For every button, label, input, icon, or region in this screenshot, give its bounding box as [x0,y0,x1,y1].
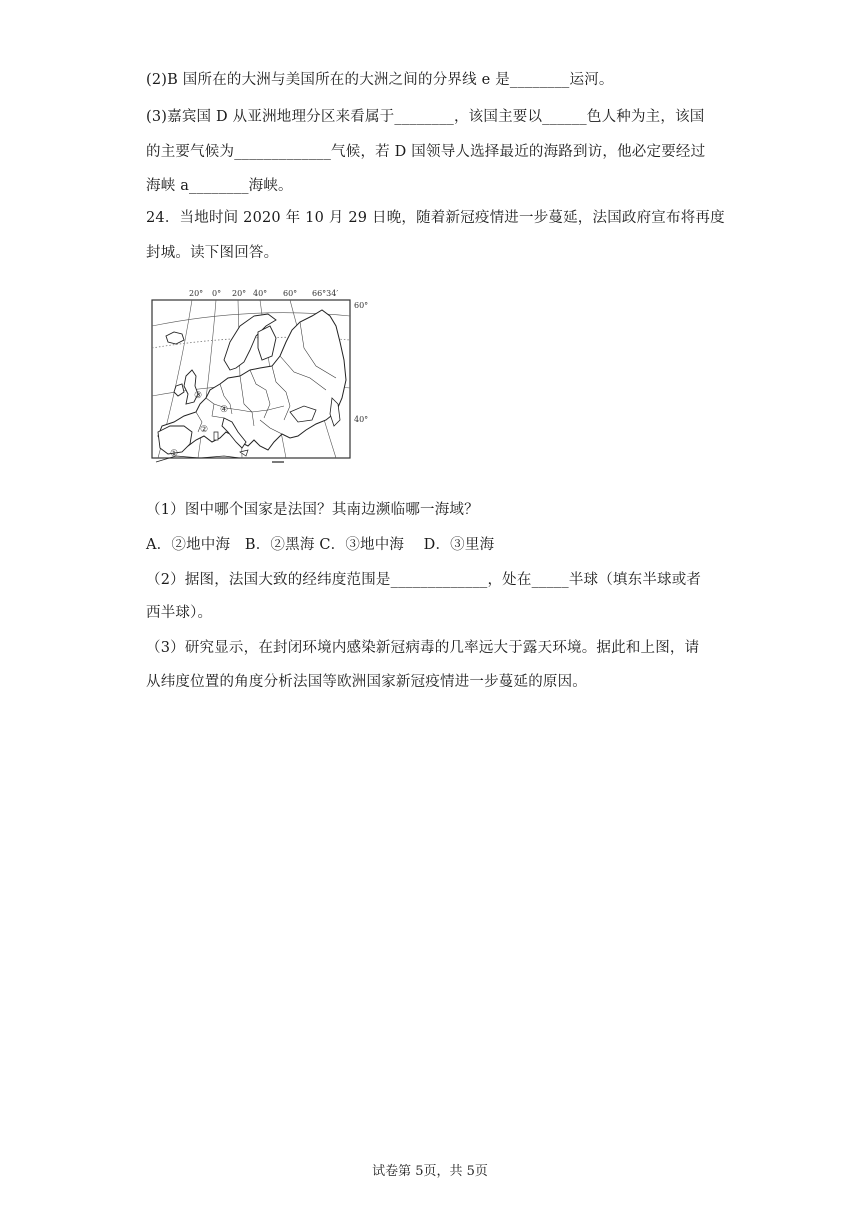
question-23-part-2: (2)B 国所在的大洲与美国所在的大洲之间的分界线 e 是________运河。 [146,72,614,88]
lon-label-20e: 20° [232,289,247,298]
question-24-sub-2-line-2: 西半球）。 [146,605,213,621]
question-24-stem-line-1: 24．当地时间 2020 年 10 月 29 日晚，随着新冠疫情进一步蔓延，法国政府宣布将再度 [146,210,725,226]
marker-2: ② [200,425,209,435]
lon-label-0: 0° [212,289,222,298]
marker-1: ① [170,449,179,459]
question-23-part-3-line-1: (3)嘉宾国 D 从亚洲地理分区来看属于________，该国主要以______色人种为主，该国 [146,109,705,125]
question-24-stem-line-2: 封城。读下图回答。 [146,245,279,261]
marker-4: ④ [220,405,229,415]
lon-label-arctic-circle: 66°34′ [312,289,339,298]
lon-label-60e: 60° [283,289,298,298]
marker-3: ③ [194,391,203,401]
lat-label-60: 60° [354,301,369,310]
question-24-sub-3-line-2: 从纬度位置的角度分析法国等欧洲国家新冠疫情进一步蔓延的原因。 [146,674,587,690]
lat-label-40: 40° [354,415,369,424]
question-23-part-3-line-2: 的主要气候为_____________气候，若 D 国领导人选择最近的海路到访，他必定要经过 [146,144,706,160]
corsica-sardinia-outline [214,432,218,440]
europe-map-figure [140,286,380,476]
europe-map-svg [140,286,380,476]
page-footer: 试卷第 5页，共 5页 [372,1164,488,1179]
question-24-sub-3-line-1: （3）研究显示，在封闭环境内感染新冠病毒的几率远大于露天环境。据此和上图，请 [146,640,700,656]
question-24-sub-2-line-1: （2）据图，法国大致的经纬度范围是_____________，处在_____半球（填东半球或者 [146,572,702,588]
lon-label-40e: 40° [253,289,268,298]
question-24-sub-1-options: A．②地中海 B．②黑海 C．③地中海 D．③里海 [146,537,495,553]
question-24-sub-1: （1）图中哪个国家是法国？其南边濒临哪一海域？ [146,502,479,518]
lon-label-20w: 20° [189,289,204,298]
question-23-part-3-line-3: 海峡 a________海峡。 [146,178,293,194]
